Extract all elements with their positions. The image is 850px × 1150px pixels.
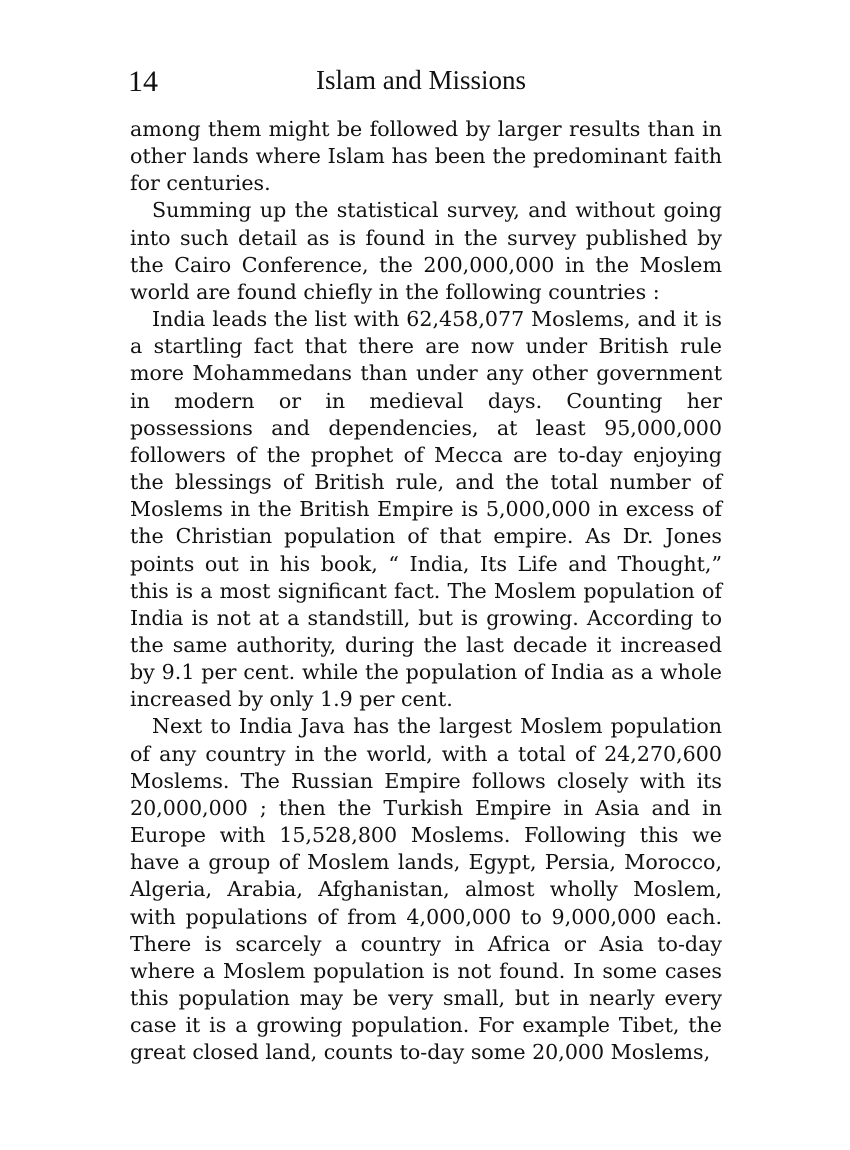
running-head [128, 62, 722, 102]
page-number: 14 [128, 65, 158, 98]
paragraph-continuation: among them might be followed by larger results than in other lands where Islam has been the predominant faith for centuries. [130, 117, 722, 196]
running-title: Islam and Missions [316, 65, 527, 95]
paragraph-statistical-survey: Summing up the statistical survey, and without going into such detail as is found in the survey published by the Cairo Conference, the 200,000,000 in the Moslem world are found chiefly in the following countries : [130, 198, 722, 304]
paragraph-india: India leads the list with 62,458,077 Moslems, and it is a startling fact that there are now under British rule more Mohammedans than under any other government in modern or in medieval days. Counting her possessions and dependencies, at least 95,000,000 followers of the prophet of Mecca are to-day enjoying the blessings of British rule, and the total number of Moslems in the British Empire is 5,000,000 in excess of the Christian population of that empire. As Dr. Jones points out in his book, “ India, Its Life and Thought,” this is a most significant fact. The Moslem population of India is not at a standstill, but is growing. According to the same authority, during the last decade it increased by 9.1 per cent. while the population of India as a whole increased by only 1.9 per cent. [130, 307, 722, 712]
body-text [130, 116, 722, 1066]
paragraph-java-and-others: Next to India Java has the largest Moslem population of any country in the world, with a total of 24,270,600 Moslems. The Russian Empire follows closely with its 20,000,000 ; then the Turkish Empire in Asia and in Europe with 15,528,800 Moslems. Following this we have a group of Moslem lands, Egypt, Persia, Morocco, Algeria, Arabia, Afghanistan, almost wholly Moslem, with populations of from 4,000,000 to 9,000,000 each. There is scarcely a country in Africa or Asia to-day where a Moslem population is not found. In some cases this population may be very small, but in nearly every case it is a growing population. For example Tibet, the great closed land, counts to-day some 20,000 Moslems, [130, 714, 722, 1065]
